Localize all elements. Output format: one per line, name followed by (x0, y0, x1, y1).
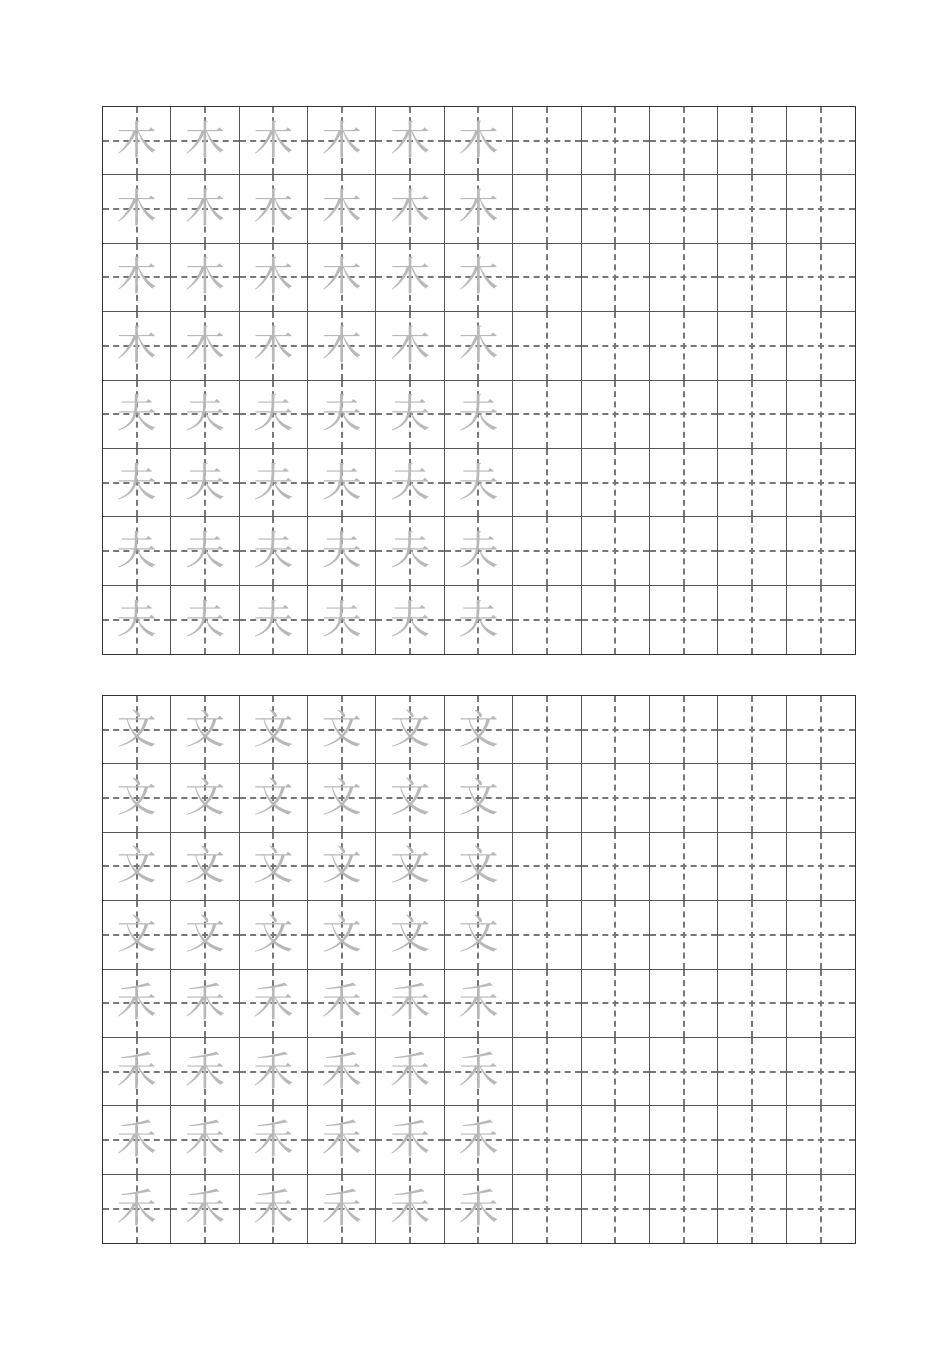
trace-cell (103, 901, 171, 969)
blank-practice-cell (513, 970, 581, 1038)
trace-character: 木 (321, 254, 362, 301)
blank-practice-cell (787, 312, 855, 380)
blank-practice-cell (650, 970, 718, 1038)
trace-cell (103, 1175, 171, 1243)
blank-practice-cell (513, 1038, 581, 1106)
trace-cell (376, 764, 444, 832)
blank-practice-cell (718, 764, 786, 832)
trace-cell (103, 381, 171, 449)
trace-character: 木 (185, 322, 226, 369)
trace-character: 禾 (116, 1048, 157, 1095)
trace-character: 夫 (185, 459, 226, 506)
blank-practice-cell (718, 175, 786, 243)
blank-practice-cell (787, 517, 855, 585)
trace-cell (171, 586, 239, 654)
trace-character: 夫 (185, 391, 226, 438)
trace-cell (445, 1106, 513, 1174)
trace-cell (240, 449, 308, 517)
trace-cell (376, 833, 444, 901)
trace-cell (308, 107, 376, 175)
trace-character: 文 (185, 843, 226, 890)
trace-cell (308, 449, 376, 517)
trace-cell (103, 244, 171, 312)
trace-character: 禾 (185, 1185, 226, 1232)
trace-character: 夫 (185, 596, 226, 643)
trace-character: 木 (390, 186, 431, 233)
trace-character: 木 (185, 186, 226, 233)
trace-character: 文 (321, 775, 362, 822)
blank-practice-cell (787, 970, 855, 1038)
trace-character: 夫 (458, 391, 499, 438)
trace-cell (240, 1038, 308, 1106)
blank-practice-cell (582, 517, 650, 585)
trace-character: 文 (321, 911, 362, 958)
trace-cell (240, 517, 308, 585)
blank-practice-cell (718, 696, 786, 764)
trace-character: 禾 (116, 1116, 157, 1163)
trace-cell (103, 107, 171, 175)
trace-character: 禾 (321, 1185, 362, 1232)
trace-character: 夫 (253, 459, 294, 506)
trace-cell (445, 381, 513, 449)
trace-cell (240, 107, 308, 175)
trace-character: 文 (390, 706, 431, 753)
trace-cell (171, 244, 239, 312)
trace-character: 夫 (458, 596, 499, 643)
trace-character: 文 (321, 843, 362, 890)
blank-practice-cell (582, 244, 650, 312)
trace-character: 木 (253, 186, 294, 233)
trace-character: 禾 (390, 980, 431, 1027)
trace-cell (376, 312, 444, 380)
trace-cell (445, 764, 513, 832)
blank-practice-cell (787, 107, 855, 175)
blank-practice-cell (513, 901, 581, 969)
trace-cell (445, 696, 513, 764)
trace-cell (308, 586, 376, 654)
trace-character: 夫 (390, 391, 431, 438)
trace-character: 木 (321, 117, 362, 164)
trace-character: 禾 (185, 1116, 226, 1163)
trace-character: 文 (253, 706, 294, 753)
trace-cell (171, 312, 239, 380)
trace-character: 木 (390, 322, 431, 369)
trace-cell (445, 244, 513, 312)
blank-practice-cell (718, 381, 786, 449)
trace-character: 木 (185, 254, 226, 301)
trace-character: 夫 (321, 391, 362, 438)
blank-practice-cell (787, 901, 855, 969)
trace-character: 文 (390, 843, 431, 890)
blank-practice-cell (513, 107, 581, 175)
trace-character: 禾 (253, 1185, 294, 1232)
trace-cell (445, 901, 513, 969)
trace-cell (171, 175, 239, 243)
trace-cell (376, 586, 444, 654)
trace-character: 文 (390, 911, 431, 958)
trace-character: 禾 (185, 980, 226, 1027)
trace-character: 木 (321, 186, 362, 233)
trace-cell (308, 970, 376, 1038)
trace-cell (171, 1175, 239, 1243)
blank-practice-cell (787, 696, 855, 764)
trace-character: 夫 (185, 527, 226, 574)
blank-practice-cell (787, 833, 855, 901)
trace-cell (171, 449, 239, 517)
trace-character: 木 (390, 254, 431, 301)
trace-character: 夫 (321, 527, 362, 574)
blank-practice-cell (513, 517, 581, 585)
blank-practice-cell (582, 175, 650, 243)
trace-cell (103, 517, 171, 585)
trace-character: 文 (185, 706, 226, 753)
practice-grid-1 (102, 106, 856, 655)
trace-character: 木 (116, 254, 157, 301)
trace-character: 文 (185, 775, 226, 822)
trace-cell (376, 449, 444, 517)
trace-cell (445, 517, 513, 585)
trace-cell (171, 970, 239, 1038)
trace-cell (240, 586, 308, 654)
trace-cell (240, 696, 308, 764)
trace-cell (376, 381, 444, 449)
trace-cell (103, 1106, 171, 1174)
trace-cell (103, 312, 171, 380)
blank-practice-cell (513, 1106, 581, 1174)
blank-practice-cell (582, 1106, 650, 1174)
blank-practice-cell (718, 586, 786, 654)
blank-practice-cell (582, 696, 650, 764)
trace-character: 文 (458, 911, 499, 958)
trace-character: 禾 (458, 1116, 499, 1163)
blank-practice-cell (718, 833, 786, 901)
trace-character: 木 (390, 117, 431, 164)
blank-practice-cell (787, 764, 855, 832)
trace-cell (171, 696, 239, 764)
trace-character: 文 (390, 775, 431, 822)
blank-practice-cell (787, 244, 855, 312)
trace-cell (171, 1038, 239, 1106)
trace-cell (171, 901, 239, 969)
trace-character: 夫 (458, 527, 499, 574)
trace-cell (240, 381, 308, 449)
trace-character: 木 (253, 254, 294, 301)
trace-cell (376, 1106, 444, 1174)
blank-practice-cell (787, 1175, 855, 1243)
trace-cell (376, 517, 444, 585)
blank-practice-cell (650, 833, 718, 901)
practice-grid-2 (102, 695, 856, 1244)
trace-character: 夫 (458, 459, 499, 506)
trace-cell (240, 244, 308, 312)
trace-character: 文 (253, 775, 294, 822)
trace-cell (240, 764, 308, 832)
blank-practice-cell (582, 833, 650, 901)
trace-cell (240, 970, 308, 1038)
trace-character: 木 (116, 186, 157, 233)
blank-practice-cell (513, 381, 581, 449)
trace-cell (376, 1038, 444, 1106)
blank-practice-cell (650, 381, 718, 449)
trace-cell (376, 107, 444, 175)
trace-character: 木 (116, 322, 157, 369)
blank-practice-cell (582, 1038, 650, 1106)
trace-character: 禾 (321, 980, 362, 1027)
trace-character: 夫 (116, 596, 157, 643)
trace-cell (103, 970, 171, 1038)
trace-character: 夫 (253, 391, 294, 438)
blank-practice-cell (650, 107, 718, 175)
trace-cell (171, 1106, 239, 1174)
trace-character: 文 (458, 706, 499, 753)
trace-cell (308, 1038, 376, 1106)
trace-character: 文 (458, 775, 499, 822)
trace-character: 文 (116, 911, 157, 958)
trace-character: 夫 (390, 527, 431, 574)
trace-character: 夫 (253, 527, 294, 574)
trace-character: 夫 (116, 527, 157, 574)
trace-cell (103, 1038, 171, 1106)
trace-character: 禾 (116, 1185, 157, 1232)
blank-practice-cell (718, 970, 786, 1038)
trace-cell (445, 586, 513, 654)
trace-cell (308, 696, 376, 764)
trace-character: 木 (321, 322, 362, 369)
trace-cell (240, 1175, 308, 1243)
trace-cell (445, 1175, 513, 1243)
blank-practice-cell (787, 175, 855, 243)
blank-practice-cell (787, 381, 855, 449)
trace-cell (376, 175, 444, 243)
trace-character: 夫 (116, 391, 157, 438)
trace-cell (171, 107, 239, 175)
trace-cell (308, 1175, 376, 1243)
trace-cell (308, 312, 376, 380)
blank-practice-cell (718, 107, 786, 175)
trace-character: 木 (253, 117, 294, 164)
blank-practice-cell (582, 586, 650, 654)
trace-cell (308, 833, 376, 901)
blank-practice-cell (650, 764, 718, 832)
trace-character: 木 (458, 117, 499, 164)
trace-character: 文 (253, 911, 294, 958)
blank-practice-cell (513, 449, 581, 517)
trace-cell (445, 107, 513, 175)
trace-character: 文 (321, 706, 362, 753)
trace-cell (445, 970, 513, 1038)
blank-practice-cell (650, 175, 718, 243)
blank-practice-cell (787, 586, 855, 654)
trace-cell (103, 833, 171, 901)
trace-character: 木 (116, 117, 157, 164)
trace-cell (308, 517, 376, 585)
trace-cell (171, 833, 239, 901)
blank-practice-cell (718, 1106, 786, 1174)
blank-practice-cell (582, 764, 650, 832)
trace-character: 禾 (253, 980, 294, 1027)
trace-cell (308, 1106, 376, 1174)
trace-cell (445, 833, 513, 901)
blank-practice-cell (582, 1175, 650, 1243)
blank-practice-cell (650, 1106, 718, 1174)
trace-cell (308, 901, 376, 969)
blank-practice-cell (513, 312, 581, 380)
blank-practice-cell (650, 901, 718, 969)
blank-practice-cell (650, 449, 718, 517)
blank-practice-cell (650, 312, 718, 380)
trace-cell (308, 244, 376, 312)
trace-cell (103, 586, 171, 654)
blank-practice-cell (650, 244, 718, 312)
trace-character: 禾 (458, 980, 499, 1027)
blank-practice-cell (582, 312, 650, 380)
trace-cell (103, 764, 171, 832)
blank-practice-cell (582, 381, 650, 449)
trace-cell (445, 1038, 513, 1106)
trace-cell (103, 449, 171, 517)
trace-character: 木 (458, 322, 499, 369)
trace-cell (240, 833, 308, 901)
trace-cell (376, 901, 444, 969)
trace-character: 禾 (321, 1116, 362, 1163)
blank-practice-cell (787, 1038, 855, 1106)
trace-cell (171, 517, 239, 585)
trace-character: 禾 (390, 1048, 431, 1095)
trace-character: 禾 (458, 1185, 499, 1232)
trace-character: 禾 (321, 1048, 362, 1095)
blank-practice-cell (718, 449, 786, 517)
blank-practice-cell (582, 970, 650, 1038)
trace-character: 夫 (253, 596, 294, 643)
blank-practice-cell (513, 1175, 581, 1243)
trace-character: 文 (116, 706, 157, 753)
trace-cell (240, 175, 308, 243)
trace-character: 夫 (321, 596, 362, 643)
blank-practice-cell (650, 696, 718, 764)
trace-cell (308, 381, 376, 449)
trace-character: 禾 (458, 1048, 499, 1095)
trace-cell (445, 449, 513, 517)
trace-character: 文 (185, 911, 226, 958)
blank-practice-cell (787, 1106, 855, 1174)
trace-character: 禾 (116, 980, 157, 1027)
trace-cell (103, 175, 171, 243)
trace-cell (240, 901, 308, 969)
blank-practice-cell (650, 1038, 718, 1106)
trace-cell (376, 696, 444, 764)
blank-practice-cell (582, 901, 650, 969)
blank-practice-cell (650, 1175, 718, 1243)
blank-practice-cell (718, 244, 786, 312)
trace-character: 木 (458, 254, 499, 301)
trace-character: 禾 (390, 1185, 431, 1232)
blank-practice-cell (513, 244, 581, 312)
trace-character: 木 (253, 322, 294, 369)
trace-character: 文 (253, 843, 294, 890)
blank-practice-cell (787, 449, 855, 517)
trace-character: 禾 (253, 1116, 294, 1163)
trace-character: 禾 (253, 1048, 294, 1095)
trace-character: 文 (116, 775, 157, 822)
trace-cell (171, 381, 239, 449)
blank-practice-cell (513, 764, 581, 832)
blank-practice-cell (582, 107, 650, 175)
blank-practice-cell (513, 175, 581, 243)
blank-practice-cell (718, 1175, 786, 1243)
trace-character: 禾 (390, 1116, 431, 1163)
blank-practice-cell (650, 517, 718, 585)
trace-cell (445, 312, 513, 380)
trace-cell (103, 696, 171, 764)
trace-cell (445, 175, 513, 243)
trace-character: 夫 (390, 596, 431, 643)
trace-character: 木 (458, 186, 499, 233)
blank-practice-cell (582, 449, 650, 517)
trace-character: 文 (116, 843, 157, 890)
blank-practice-cell (650, 586, 718, 654)
trace-cell (240, 312, 308, 380)
trace-cell (376, 1175, 444, 1243)
trace-character: 禾 (185, 1048, 226, 1095)
trace-character: 夫 (116, 459, 157, 506)
blank-practice-cell (718, 517, 786, 585)
blank-practice-cell (718, 1038, 786, 1106)
blank-practice-cell (513, 696, 581, 764)
trace-character: 夫 (321, 459, 362, 506)
trace-cell (376, 970, 444, 1038)
trace-character: 木 (185, 117, 226, 164)
trace-character: 文 (458, 843, 499, 890)
trace-cell (240, 1106, 308, 1174)
blank-practice-cell (718, 312, 786, 380)
blank-practice-cell (718, 901, 786, 969)
blank-practice-cell (513, 586, 581, 654)
trace-cell (376, 244, 444, 312)
trace-cell (308, 764, 376, 832)
trace-cell (171, 764, 239, 832)
trace-character: 夫 (390, 459, 431, 506)
trace-cell (308, 175, 376, 243)
blank-practice-cell (513, 833, 581, 901)
